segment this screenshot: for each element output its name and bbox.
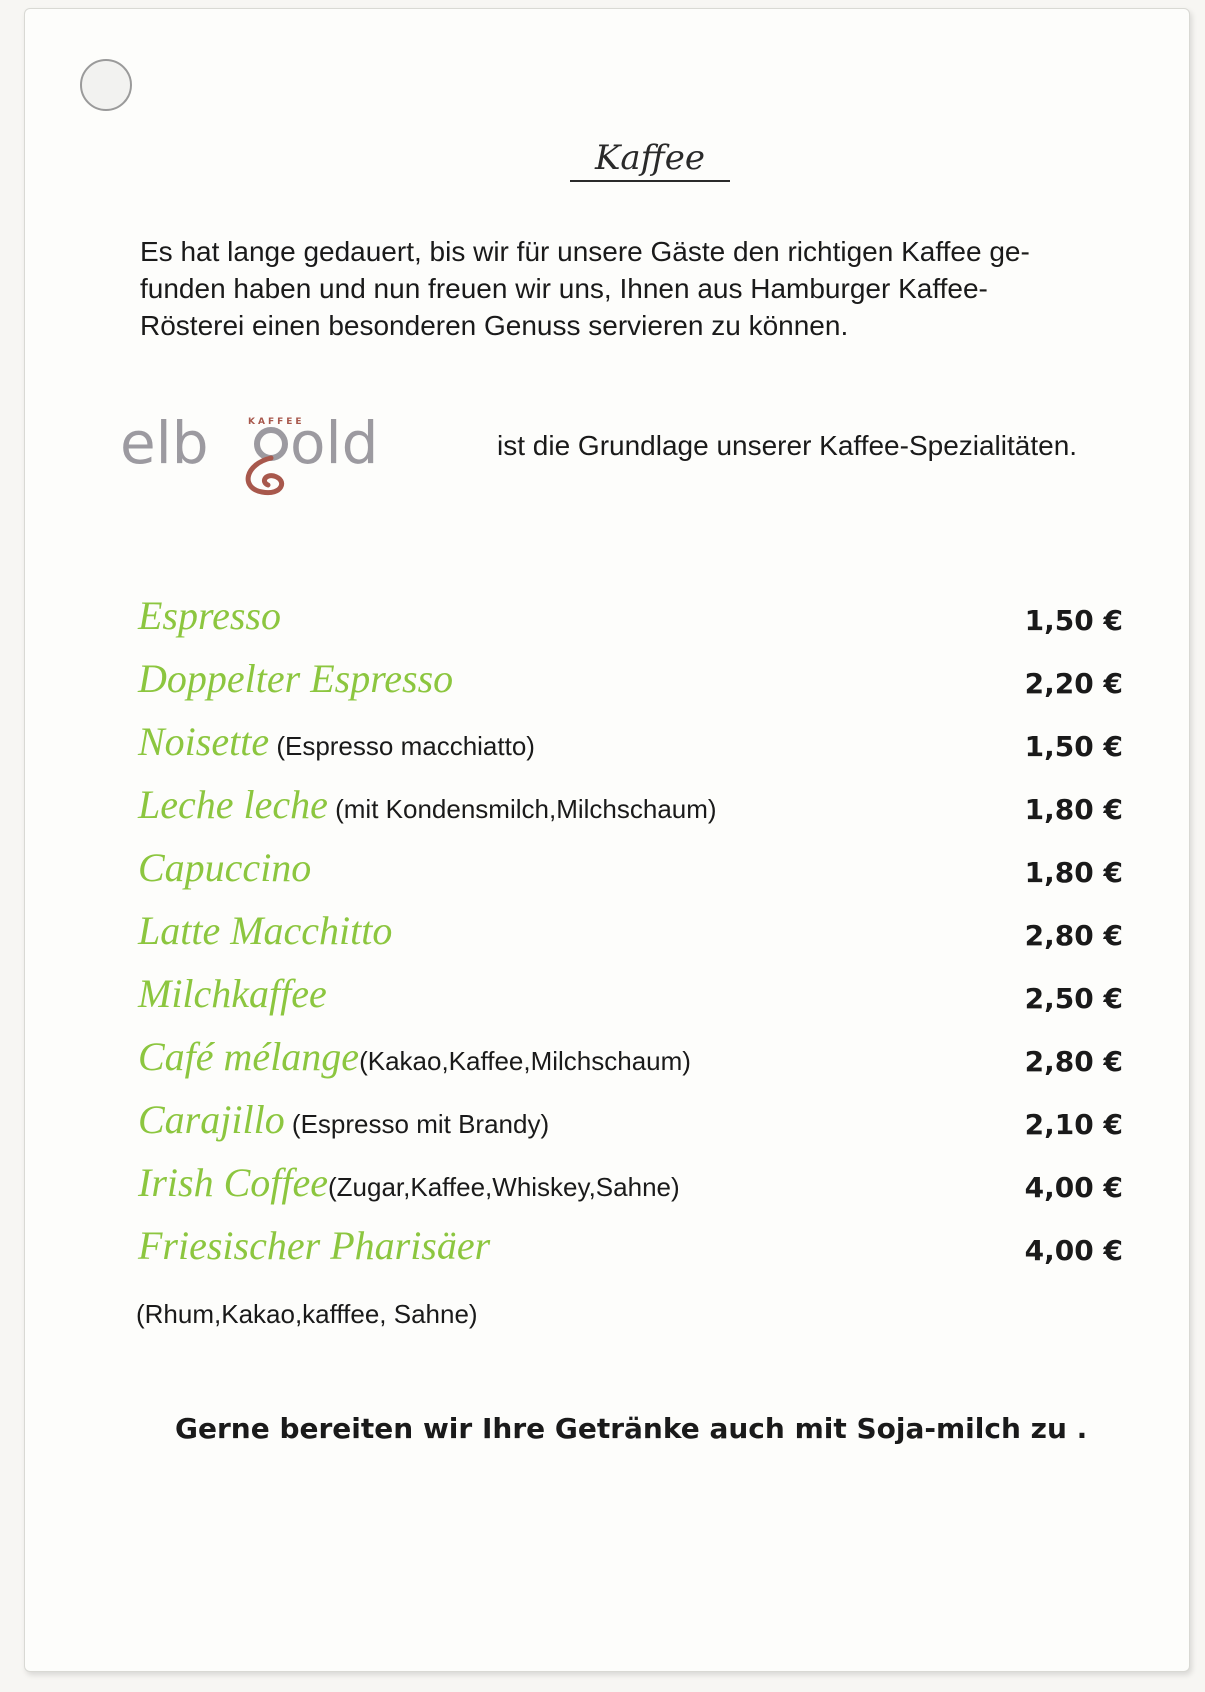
item-footnote: (Rhum,Kakao,kafffee, Sahne) (136, 1299, 478, 1329)
item-description: (Kakao,Kaffee,Milchschaum) (359, 1046, 691, 1076)
item-name: Espresso (138, 593, 281, 638)
menu-item (138, 653, 1123, 716)
page-title: Kaffee (570, 138, 730, 182)
item-name: Milchkaffee (138, 971, 327, 1016)
menu-item (138, 842, 1123, 905)
item-price: 2,80 € (1024, 919, 1123, 952)
soja-milk-note: Gerne bereiten wir Ihre Getränke auch mit Soja-milch zu . (175, 1412, 1088, 1445)
item-price: 1,80 € (1024, 793, 1123, 826)
item-price: 4,00 € (1024, 1234, 1123, 1267)
menu-item (138, 905, 1123, 968)
item-description: (mit Kondensmilch,Milchschaum) (327, 794, 717, 824)
item-name: Friesischer Pharisäer (138, 1223, 491, 1268)
logo-brand-prefix: elb (120, 409, 209, 477)
item-price: 2,80 € (1024, 1045, 1123, 1078)
punch-hole (80, 59, 132, 111)
menu-item (138, 1094, 1123, 1157)
menu-item (138, 1157, 1123, 1220)
item-description: (Espresso mit Brandy) (284, 1109, 550, 1139)
menu-item (138, 779, 1123, 842)
item-name: Doppelter Espresso (138, 656, 454, 701)
menu-list (138, 590, 1123, 1283)
menu-item (138, 1220, 1123, 1283)
item-price: 1,50 € (1024, 604, 1123, 637)
item-description: (Zugar,Kaffee,Whiskey,Sahne) (327, 1172, 680, 1202)
menu-item (138, 968, 1123, 1031)
item-price: 1,50 € (1024, 730, 1123, 763)
item-name: Noisette (138, 719, 270, 764)
menu-item (138, 1031, 1123, 1094)
logo-brand-suffix: old (290, 409, 379, 477)
item-description: (Espresso macchiatto) (269, 731, 535, 761)
logo-tagline: ist die Grundlage unserer Kaffee-Spezialitäten. (497, 430, 1078, 461)
item-price: 4,00 € (1024, 1171, 1123, 1204)
item-name: Café mélange (138, 1034, 360, 1079)
item-name: Irish Coffee (138, 1160, 328, 1205)
menu-item (138, 716, 1123, 779)
item-price: 1,80 € (1024, 856, 1123, 889)
logo-small-text: KAFFEE (248, 417, 305, 427)
elbgold-logo (120, 408, 450, 518)
item-name: Latte Macchitto (138, 908, 393, 953)
item-name: Leche leche (138, 782, 328, 827)
item-name: Capuccino (138, 845, 312, 890)
logo-g-swirl (248, 430, 285, 493)
item-price: 2,10 € (1024, 1108, 1123, 1141)
menu-item (138, 590, 1123, 653)
item-name: Carajillo (138, 1097, 285, 1142)
item-price: 2,50 € (1024, 982, 1123, 1015)
intro-text: Es hat lange gedauert, bis wir für unsere Gäste den richtigen Kaffee ge- funden haben und nun freuen wir uns, Ihnen aus Hamburger Kaffee- Rösterei einen besonderen Genuss servieren zu können. (140, 236, 1030, 341)
item-price: 2,20 € (1024, 667, 1123, 700)
